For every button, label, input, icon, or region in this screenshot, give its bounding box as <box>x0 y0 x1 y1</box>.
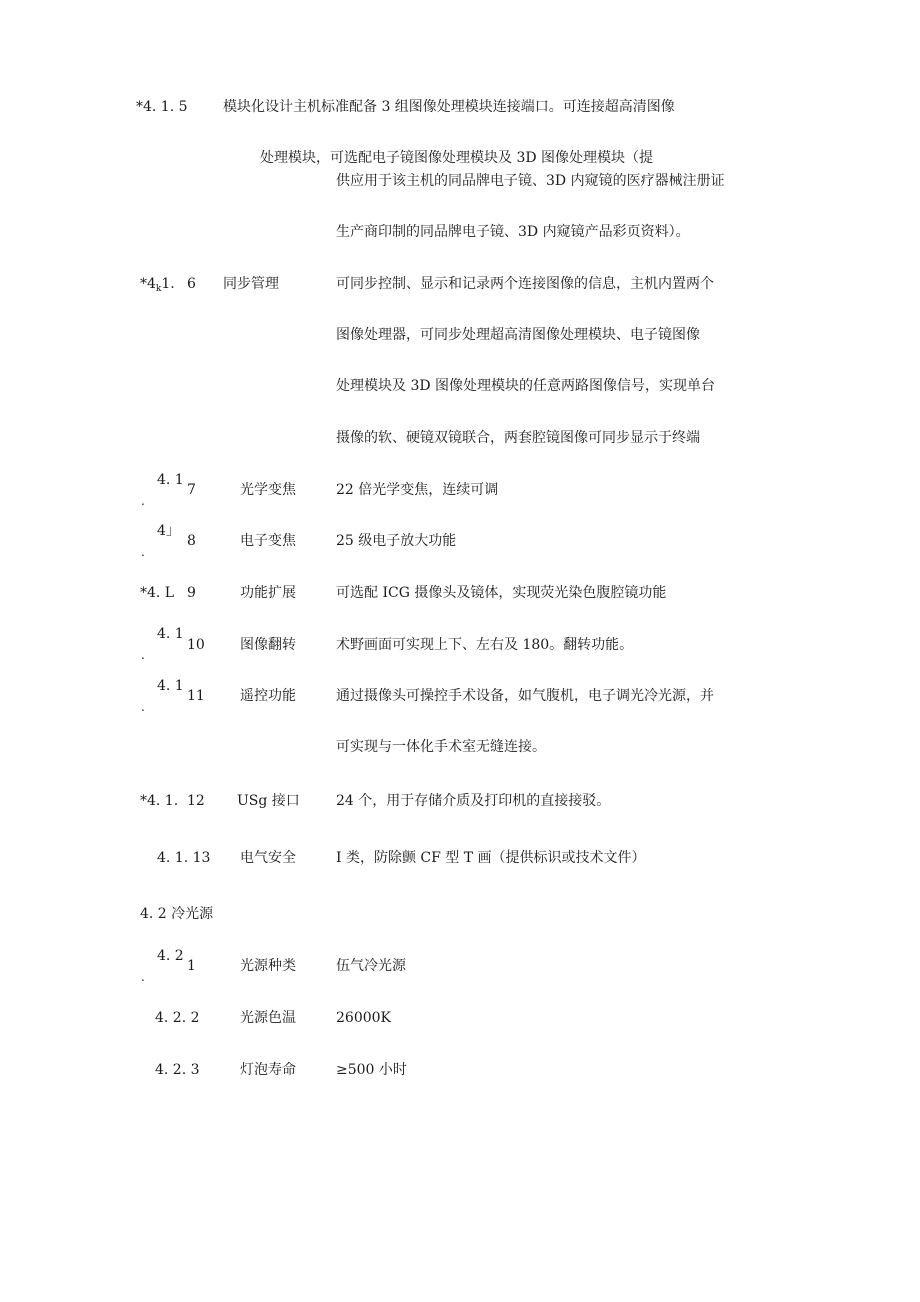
section-4-2-heading: 4. 2 冷光源 <box>140 906 214 922</box>
row-4-1-9-number: *4. L <box>140 585 175 601</box>
row-4-1-11-number: 4. 1 <box>157 678 184 694</box>
row-4-1-5-desc-line4: 生产商印制的同品牌电子镜、3D 内窥镜产品彩页资料）。 <box>336 224 690 240</box>
row-4-1-5-desc-line1: 模块化设计主机标准配备 3 组图像处理模块连接端口。可连接超高清图像 <box>223 99 675 115</box>
row-4-1-8-desc: 25 级电子放大功能 <box>336 533 457 549</box>
row-4-1-7-number: 4. 1 <box>157 472 184 488</box>
row-4-1-12-desc: 24 个，用于存储介质及打印机的直接接驳。 <box>336 793 611 809</box>
row-4-1-5-desc-line3: 供应用于该主机的同品牌电子镜、3D 内窥镜的医疗器械注册证 <box>336 173 725 189</box>
row-4-1-8-dot: . <box>141 545 145 559</box>
row-4-1-10-name: 图像翻转 <box>240 637 296 653</box>
row-4-2-1-dot: . <box>141 970 145 984</box>
row-4-1-8-number: 4」 <box>157 523 180 539</box>
row-4-1-11-name: 遥控功能 <box>240 688 296 704</box>
row-4-1-7-desc: 22 倍光学变焦，连续可调 <box>336 482 499 498</box>
row-4-2-3-desc: ≥500 小时 <box>336 1062 407 1078</box>
row-4-2-3-number: 4. 2. 3 <box>155 1062 200 1078</box>
row-4-1-6-name: 同步管理 <box>223 276 279 292</box>
row-4-1-5-number: *4. 1. 5 <box>136 99 188 115</box>
row-4-2-1-sub-number: 1 <box>187 958 196 974</box>
row-4-2-2-number: 4. 2. 2 <box>155 1010 200 1026</box>
row-4-1-8-sub-number: 8 <box>187 533 196 549</box>
row-4-1-12-sub-number: 12 <box>187 793 205 809</box>
row-4-1-6-desc-line1: 可同步控制、显示和记录两个连接图像的信息，主机内置两个 <box>336 276 714 292</box>
row-4-1-10-dot: . <box>141 648 145 662</box>
row-4-1-6-desc-line4: 摄像的软、硬镜双镜联合，两套腔镜图像可同步显示于终端 <box>336 430 700 446</box>
row-4-1-11-desc-line1: 通过摄像头可操控手术设备，如气腹机，电子调光冷光源，并 <box>336 688 714 704</box>
row-4-2-1-name: 光源种类 <box>240 958 296 974</box>
row-4-2-1-number: 4. 2 <box>157 948 184 964</box>
row-4-1-7-name: 光学变焦 <box>240 482 296 498</box>
row-4-1-6-sub-number: 6 <box>187 276 196 292</box>
row-4-1-6-desc-line3: 处理模块及 3D 图像处理模块的任意两路图像信号，实现单台 <box>336 378 716 394</box>
row-4-1-9-desc: 可选配 ICG 摄像头及镜体，实现荧光染色腹腔镜功能 <box>336 585 667 601</box>
row-4-1-12-name: USg 接口 <box>237 793 300 809</box>
row-4-1-10-desc: 术野画面可实现上下、左右及 180。翻转功能。 <box>336 637 634 653</box>
row-4-2-2-desc: 26000K <box>336 1010 391 1026</box>
row-4-1-8-name: 电子变焦 <box>240 533 296 549</box>
row-4-1-6-number <box>140 276 175 297</box>
row-4-1-13-name: 电气安全 <box>240 850 296 866</box>
row-4-1-9-name: 功能扩展 <box>240 585 296 601</box>
row-4-1-5-desc-line2: 处理模块，可选配电子镜图像处理模块及 3D 图像处理模块（提 <box>260 150 654 166</box>
row-4-1-13-number: 4. 1. 13 <box>157 850 211 866</box>
row-4-1-7-dot: . <box>141 494 145 508</box>
row-4-1-12-number: *4. 1. <box>140 793 179 809</box>
row-4-1-11-desc-line2: 可实现与一体化手术室无缝连接。 <box>336 739 546 755</box>
row-4-1-6-number-part-a: *4 <box>140 276 156 292</box>
row-4-1-9-sub-number: 9 <box>187 585 196 601</box>
row-4-2-3-name: 灯泡寿命 <box>240 1062 296 1078</box>
row-4-1-13-desc: I 类，防除颤 CF 型 T 画（提供标识或技术文件） <box>336 850 646 866</box>
row-4-1-6-desc-line2: 图像处理器，可同步处理超高清图像处理模块、电子镜图像 <box>336 327 700 343</box>
row-4-1-7-sub-number: 7 <box>187 482 196 498</box>
row-4-1-6-number-part-b: 1. <box>161 276 175 292</box>
row-4-2-1-desc: 伍气冷光源 <box>336 958 406 974</box>
row-4-1-11-dot: . <box>141 700 145 714</box>
row-4-1-10-number: 4. 1 <box>157 626 184 642</box>
row-4-2-2-name: 光源色温 <box>240 1010 296 1026</box>
row-4-1-6-number-subscript: k <box>155 284 162 294</box>
row-4-1-10-sub-number: 10 <box>187 637 205 653</box>
row-4-1-11-sub-number: 11 <box>187 688 205 704</box>
